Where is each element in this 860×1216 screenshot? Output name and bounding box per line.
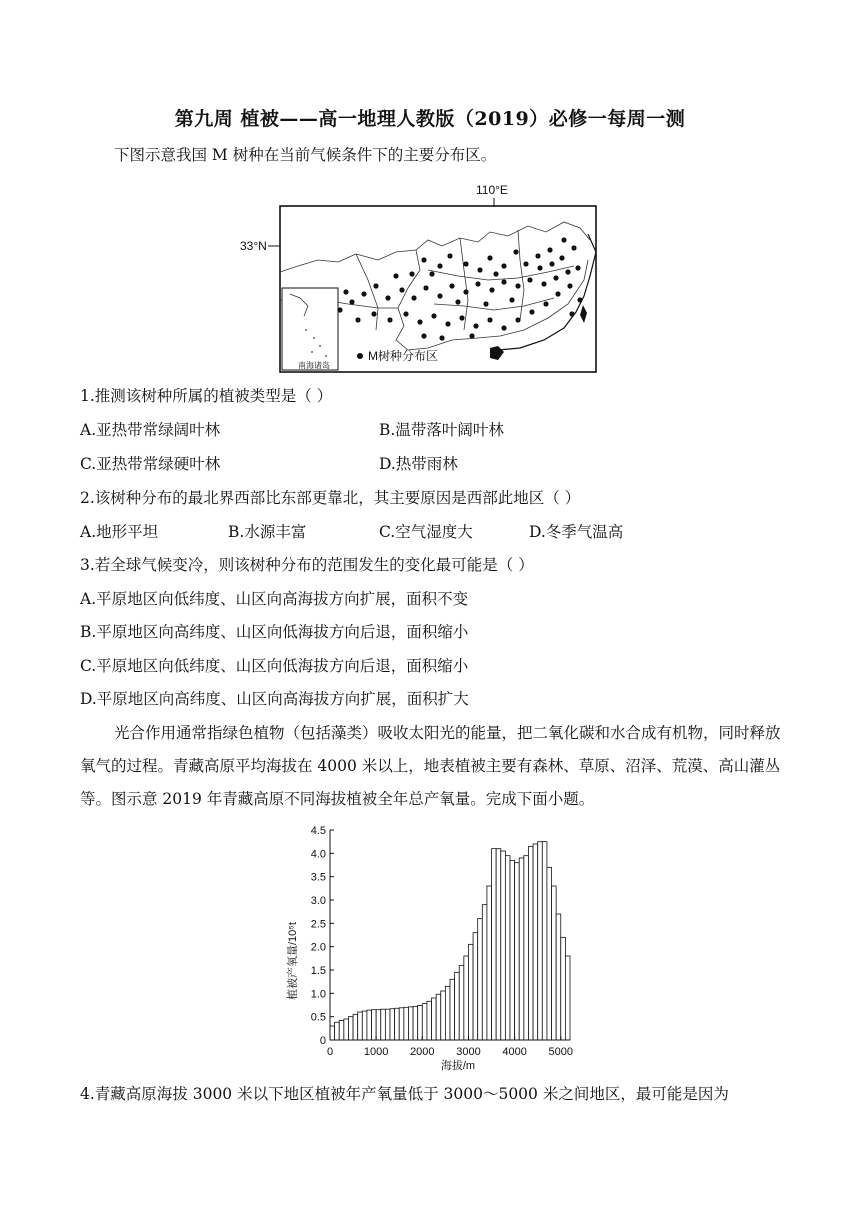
chart-bar xyxy=(367,1010,372,1040)
chart-y-tick-label: 3.5 xyxy=(310,871,326,884)
map-legend-label: M树种分布区 xyxy=(368,349,438,363)
chart-bar xyxy=(432,998,437,1040)
distribution-map xyxy=(228,180,610,376)
chart-bar xyxy=(515,863,520,1040)
page-title: 第九周 植被——高一地理人教版（2019）必修一每周一测 xyxy=(174,108,686,130)
chart-bar xyxy=(399,1008,404,1040)
chart-bar xyxy=(445,986,450,1040)
chart-bar xyxy=(565,956,570,1040)
q3-option-b: B.平原地区向高纬度、山区向低海拔方向后退，面积缩小 xyxy=(80,623,469,641)
chart-bar xyxy=(436,994,441,1040)
chart-bar xyxy=(561,937,566,1040)
q1-option-b: B.温带落叶阔叶林 xyxy=(379,421,504,439)
chart-x-tick-label: 3000 xyxy=(456,1046,481,1058)
chart-bar xyxy=(519,858,524,1040)
chart-bar xyxy=(381,1009,386,1040)
chart-bar xyxy=(441,991,446,1040)
chart-bar xyxy=(422,1004,427,1040)
inset-label: 南海诸岛 xyxy=(298,361,330,370)
chart-bar xyxy=(339,1020,344,1040)
chart-bar xyxy=(358,1012,363,1040)
chart-y-tick-label: 4.5 xyxy=(310,825,326,837)
q1-option-c: C.亚热带常绿硬叶林 xyxy=(80,455,221,473)
chart-x-tick-label: 0 xyxy=(326,1046,334,1058)
chart-ylabel: 植被产氧量/10⁵t xyxy=(287,922,299,1000)
q4-stem: 4.青藏高原海拔 3000 米以下地区植被年产氧量低于 3000～5000 米之间地区，最可能是因为 xyxy=(80,1085,729,1103)
q3-stem: 3.若全球气候变冷，则该树种分布的范围发生的变化最可能是（ ） xyxy=(80,556,534,574)
chart-bar xyxy=(330,1026,335,1040)
legend-dot-icon xyxy=(357,353,363,359)
chart-bar xyxy=(556,914,561,1040)
chart-y-tick-label: 2.0 xyxy=(310,941,326,954)
chart-bar xyxy=(468,944,473,1040)
passage-text: 光合作用通常指绿色植物（包括藻类）吸收太阳光的能量，把二氧化碳和水合成有机物，同时释放氧气的过程。青藏高原平均海拔在 4000 米以上，地表植被主要有森林、草原、沼泽、荒漠、高山灌丛等。图示意 2019 年青藏高原不同海拔植被全年总产氧量。完成下面小题。 xyxy=(80,724,781,808)
q1-option-d: D.热带雨林 xyxy=(379,455,458,473)
q2-stem: 2.该树种分布的最北界西部比东部更靠北，其主要原因是西部此地区（ ） xyxy=(80,489,581,507)
chart-bar xyxy=(542,842,547,1040)
chart-bar xyxy=(492,849,497,1040)
q2-option-c: C.空气湿度大 xyxy=(379,523,473,541)
chart-bar xyxy=(501,851,506,1040)
chart-bar xyxy=(455,972,460,1040)
chart-bar xyxy=(552,886,557,1040)
chart-bar xyxy=(404,1007,409,1040)
chart-bar xyxy=(533,844,538,1040)
chart-bar xyxy=(482,905,487,1040)
chart-bar xyxy=(362,1011,367,1040)
chart-bar xyxy=(510,860,515,1040)
chart-bar xyxy=(478,919,483,1040)
south-china-sea-inset xyxy=(282,288,338,370)
q3-option-a: A.平原地区向低纬度、山区向高海拔方向扩展，面积不变 xyxy=(80,590,469,608)
map-lon-label: 110°E xyxy=(476,183,508,197)
chart-bar xyxy=(459,965,464,1040)
chart-bar xyxy=(487,886,492,1040)
q1-stem: 1.推测该树种所属的植被类型是（ ） xyxy=(80,387,333,405)
chart-bar xyxy=(524,856,529,1040)
chart-x-tick-label: 5000 xyxy=(548,1046,574,1058)
chart-y-tick-label: 0.5 xyxy=(310,1011,326,1024)
chart-x-tick-label: 4000 xyxy=(502,1046,527,1058)
chart-bar xyxy=(450,979,455,1040)
chart-xlabel: 海拔/m xyxy=(440,1060,476,1072)
q1-option-a: A.亚热带常绿阔叶林 xyxy=(80,421,221,439)
q3-option-d: D.平原地区向高纬度、山区向高海拔方向扩展，面积扩大 xyxy=(80,690,469,708)
chart-bar xyxy=(390,1009,395,1040)
chart-bar xyxy=(473,933,478,1040)
chart-bar xyxy=(538,842,543,1040)
chart-x-tick-label: 2000 xyxy=(410,1046,435,1058)
chart-bar xyxy=(372,1010,377,1040)
intro-text: 下图示意我国 M 树种在当前气候条件下的主要分布区。 xyxy=(114,146,497,164)
chart-y-tick-label: 1.5 xyxy=(310,965,326,977)
chart-y-tick-label: 0 xyxy=(319,1035,326,1047)
q2-option-a: A.地形平坦 xyxy=(80,523,159,541)
chart-bar xyxy=(353,1014,358,1040)
q2-option-b: B.水源丰富 xyxy=(228,523,307,541)
chart-bar xyxy=(376,1010,381,1040)
chart-bar xyxy=(413,1006,418,1040)
chart-y-tick-label: 2.5 xyxy=(310,918,326,931)
chart-y-tick-label: 3.0 xyxy=(310,895,326,907)
chart-bar xyxy=(528,846,533,1040)
chart-x-tick-label: 1000 xyxy=(363,1046,389,1058)
oxygen-production-chart xyxy=(280,818,580,1076)
q3-option-c: C.平原地区向低纬度、山区向低海拔方向后退，面积缩小 xyxy=(80,657,469,675)
chart-bar xyxy=(408,1007,413,1040)
chart-bar xyxy=(505,856,510,1040)
chart-bar xyxy=(344,1019,349,1040)
chart-bar xyxy=(348,1017,353,1040)
chart-y-tick-label: 1.0 xyxy=(310,988,326,1001)
chart-bar xyxy=(335,1022,340,1040)
chart-bar xyxy=(496,849,501,1040)
chart-bar xyxy=(395,1008,400,1040)
chart-bar xyxy=(418,1005,423,1040)
chart-bar xyxy=(385,1009,390,1040)
chart-bar xyxy=(427,1001,432,1040)
chart-y-tick-label: 4.0 xyxy=(310,848,326,861)
chart-bar xyxy=(464,956,469,1040)
map-lat-label: 33°N xyxy=(240,239,267,253)
q2-option-d: D.冬季气温高 xyxy=(529,523,624,541)
chart-bar xyxy=(547,867,552,1040)
